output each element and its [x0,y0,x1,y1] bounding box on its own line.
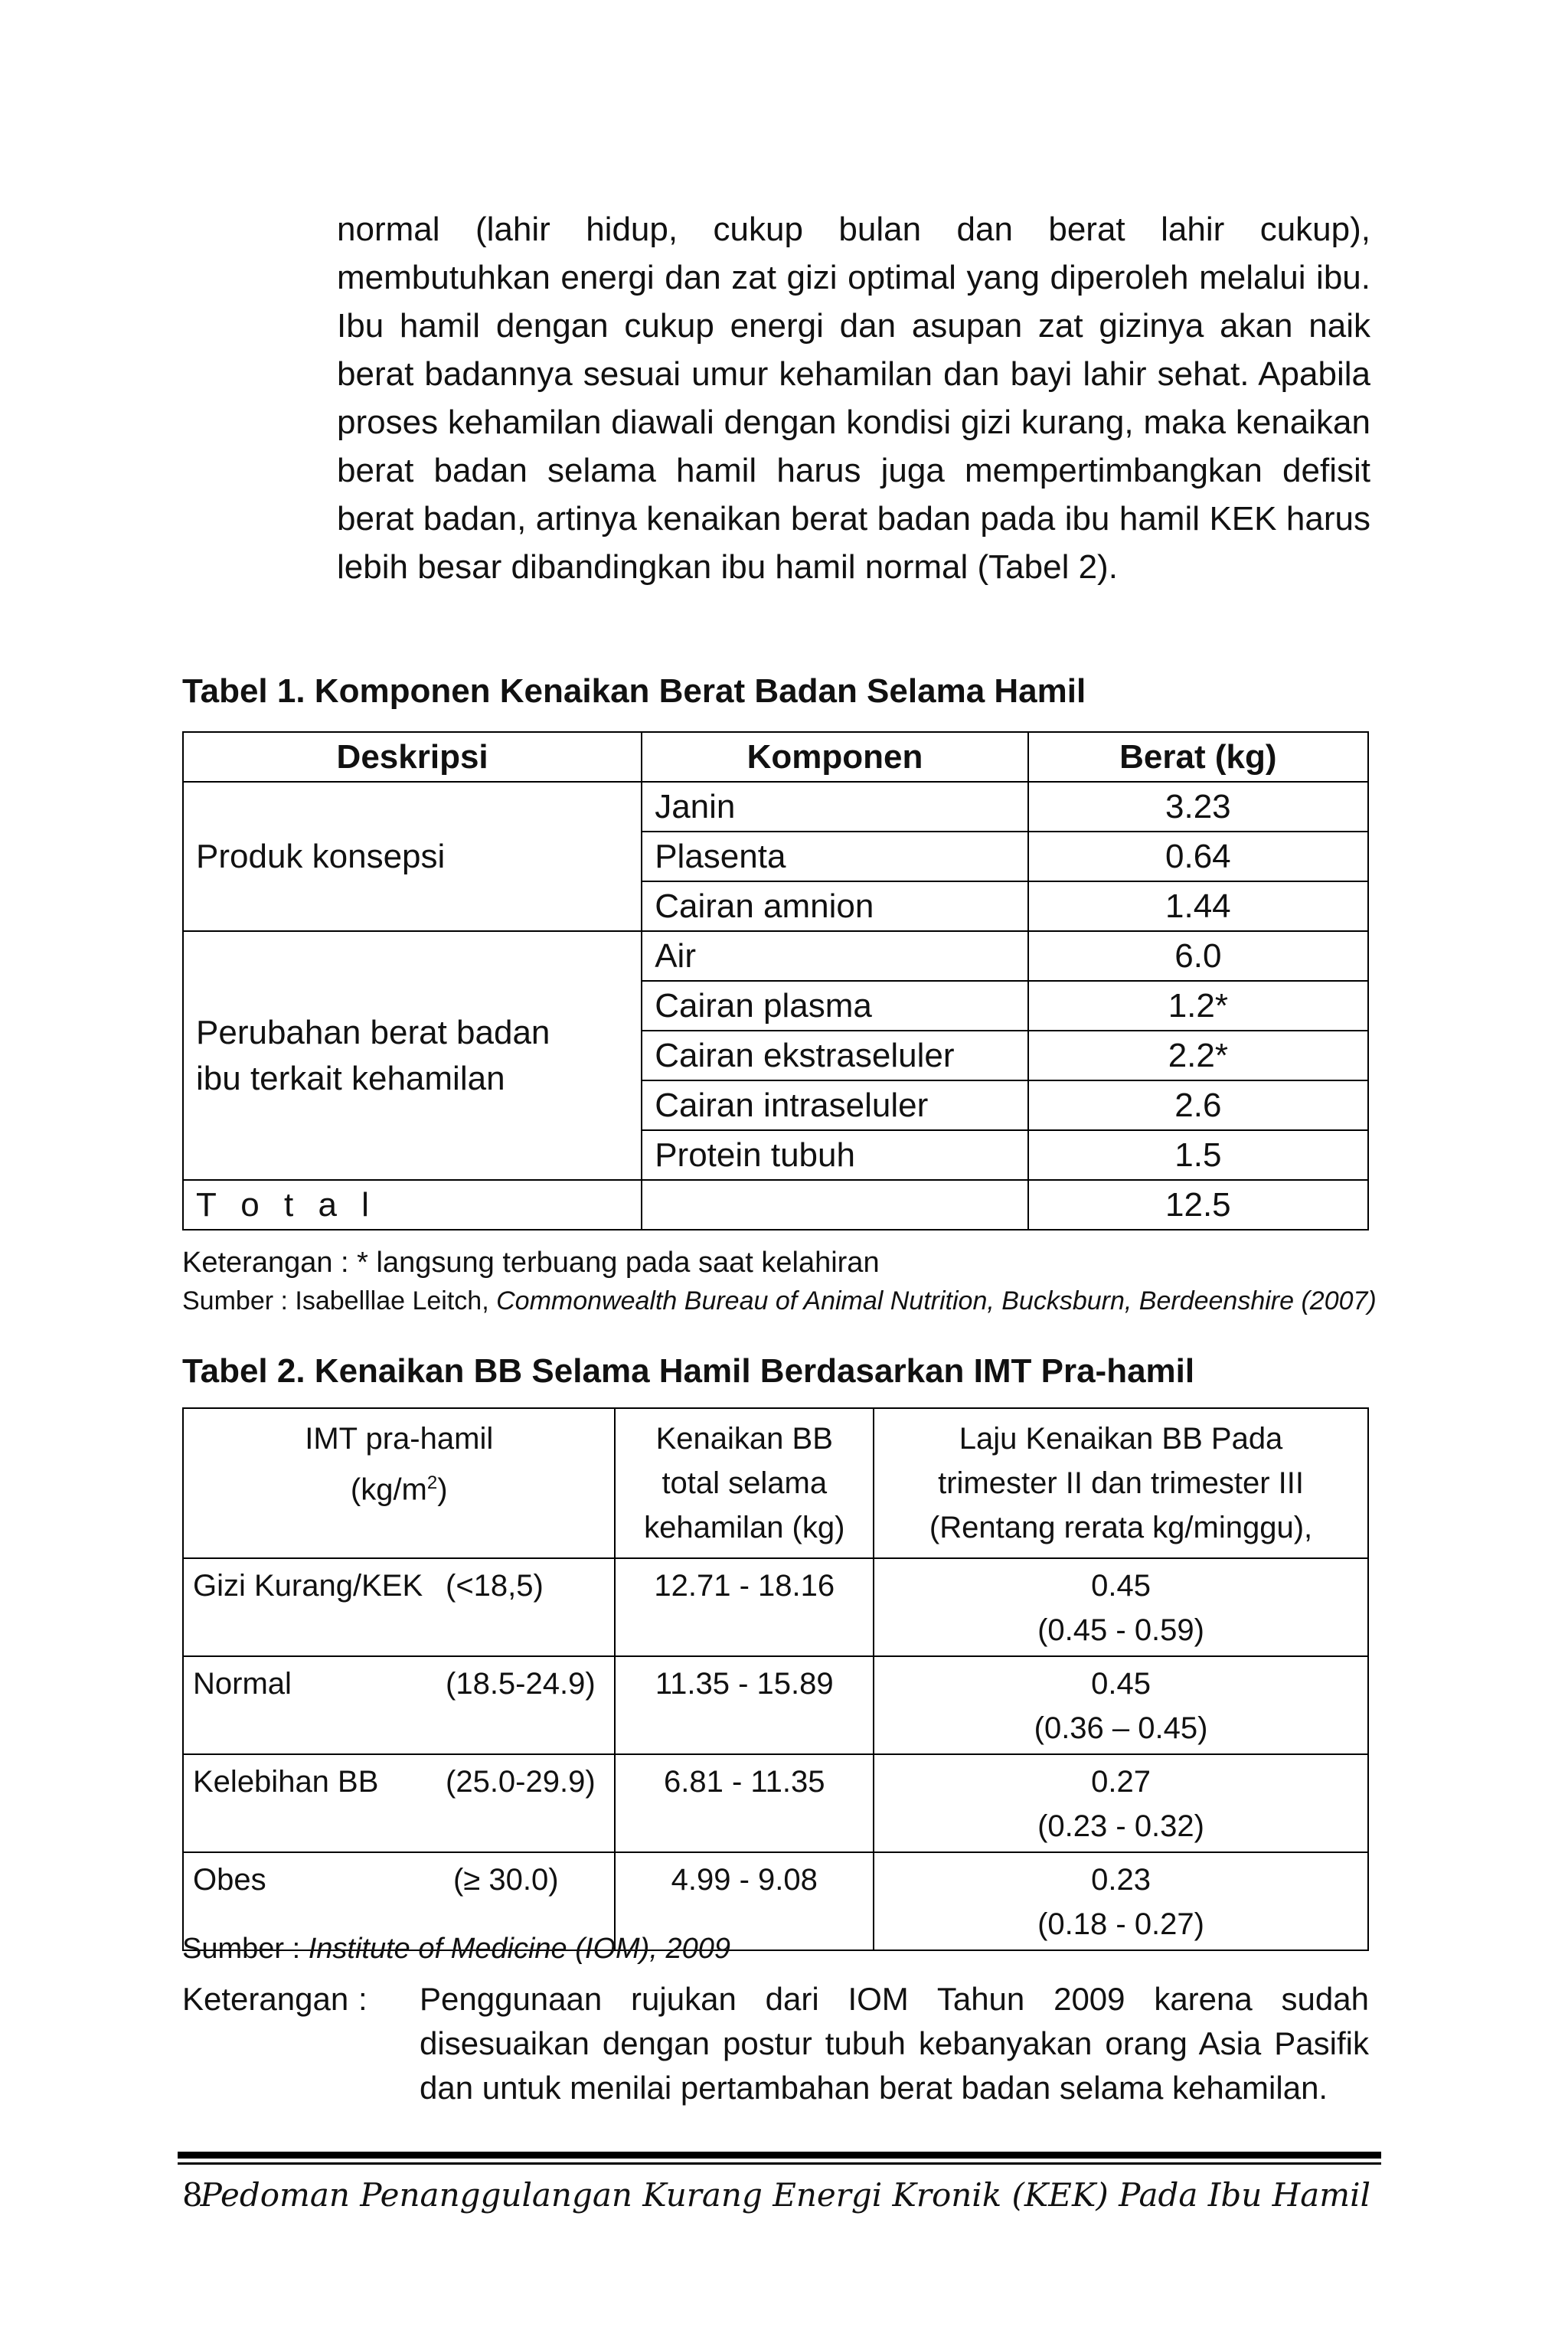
imt-category-cell [183,1656,615,1754]
rate-value: 0.23 [1091,1863,1151,1897]
group-perubahan-berat-badan [183,931,642,1180]
imt-category-cell [183,1754,615,1852]
keterangan-label: Keterangan [182,1981,349,2017]
unit-text: (kg/m [350,1472,427,1507]
group-label-line2: ibu terkait kehamilan [196,1059,505,1097]
category-name: Gizi Kurang/KEK [193,1569,423,1603]
total-label: T o t a l [183,1180,642,1230]
header-kenaikan-total [615,1408,874,1558]
header-line: trimester II dan trimester III [938,1466,1304,1500]
table1 [182,731,1369,1230]
intro-paragraph: normal (lahir hidup, cukup bulan dan berat lahir cukup), membutuhkan energi dan zat gizi optimal yang diperoleh melalui ibu. Ibu hamil dengan cukup energi dan asupan zat gizinya akan naik berat badannya sesuai umur kehamilan dan bayi lahir sehat. Apabila proses kehamilan diawali dengan kondisi gizi kurang, maka kenaikan berat badan selama hamil harus juga mempertimbangkan defisit berat badan, artinya kenaikan berat badan pada ibu hamil KEK harus lebih besar dibandingkan ibu hamil normal (Tabel 2). [337,211,1370,586]
header-line: Kenaikan BB [655,1422,833,1456]
total-gain-cell: 4.99 - 9.08 [615,1852,874,1950]
table-row [183,931,1368,981]
komponen-cell: Janin [642,782,1027,832]
total-gain-cell: 6.81 - 11.35 [615,1754,874,1852]
page-number: 8 [182,2176,203,2214]
komponen-cell: Air [642,931,1027,981]
berat-cell: 1.44 [1028,881,1368,931]
source-prefix: Sumber : [182,1933,309,1965]
category-range: (<18,5) [446,1569,544,1603]
keterangan-text: Penggunaan rujukan dari IOM Tahun 2009 karena sudah disesuaikan dengan postur tubuh kebanyakan orang Asia Pasifik dan untuk menilai pertambahan berat badan selama kehamilan. [420,1981,1369,2106]
rate-cell [874,1558,1368,1656]
berat-cell: 3.23 [1028,782,1368,832]
table-row [183,1754,1368,1852]
header-berat: Berat (kg) [1028,732,1368,782]
berat-cell: 6.0 [1028,931,1368,981]
total-gain-cell: 11.35 - 15.89 [615,1656,874,1754]
table-header-row [183,732,1368,782]
footer-rule-thick [178,2152,1381,2159]
header-line: total selama [662,1466,828,1500]
header-deskripsi: Deskripsi [183,732,642,782]
header-line: Laju Kenaikan BB Pada [959,1422,1283,1456]
table-row [183,1558,1368,1656]
rate-range: (0.45 - 0.59) [1037,1613,1204,1647]
komponen-cell: Cairan plasma [642,981,1027,1031]
rate-range: (0.18 - 0.27) [1037,1907,1204,1941]
total-value: 12.5 [1028,1180,1368,1230]
rate-range: (0.23 - 0.32) [1037,1809,1204,1843]
unit-close: ) [437,1472,448,1507]
komponen-cell: Cairan ekstraseluler [642,1031,1027,1080]
category-range: (25.0-29.9) [446,1765,596,1799]
category-range: (≥ 30.0) [453,1863,559,1897]
header-imt-unit [190,1461,608,1512]
group-label-line1: Perubahan berat badan [196,1013,550,1051]
category-name: Obes [193,1863,266,1897]
total-gain-cell: 12.71 - 18.16 [615,1558,874,1656]
imt-category-cell [183,1558,615,1656]
total-empty-cell [642,1180,1027,1230]
total-row [183,1180,1368,1230]
source-italic: Commonwealth Bureau of Animal Nutrition, Bucksburn, Berdeenshire (2007) [496,1286,1377,1315]
category-name: Kelebihan BB [193,1765,379,1799]
rate-cell [874,1754,1368,1852]
header-line: (Rentang rerata kg/minggu), [929,1511,1313,1544]
berat-cell: 0.64 [1028,832,1368,881]
rate-range: (0.36 – 0.45) [1034,1711,1208,1745]
komponen-cell: Protein tubuh [642,1130,1027,1180]
category-range: (18.5-24.9) [446,1667,596,1701]
rate-value: 0.27 [1091,1765,1151,1799]
table2-source [182,1933,730,1966]
komponen-cell: Cairan intraseluler [642,1080,1027,1130]
berat-cell: 2.2* [1028,1031,1368,1080]
group-produk-konsepsi: Produk konsepsi [183,782,642,931]
table2-title: Tabel 2. Kenaikan BB Selama Hamil Berdasarkan IMT Pra-hamil [182,1352,1195,1390]
header-line: kehamilan (kg) [644,1511,845,1544]
unit-superscript: 2 [426,1472,438,1493]
berat-cell: 1.2* [1028,981,1368,1031]
rate-value: 0.45 [1091,1569,1151,1603]
table-header-row [183,1408,1368,1558]
table-row [183,1656,1368,1754]
category-name: Normal [193,1667,292,1701]
berat-cell: 2.6 [1028,1080,1368,1130]
header-komponen: Komponen [642,732,1027,782]
rate-cell [874,1852,1368,1950]
book-title: Pedoman Penanggulangan Kurang Energi Kronik (KEK) Pada Ibu Hamil [200,2176,1370,2214]
rate-value: 0.45 [1091,1667,1151,1701]
table1-source [182,1286,1377,1316]
table2 [182,1407,1369,1951]
header-laju-kenaikan [874,1408,1368,1558]
table1-title: Tabel 1. Komponen Kenaikan Berat Badan Selama Hamil [182,672,1086,710]
berat-cell: 1.5 [1028,1130,1368,1180]
table-row [183,782,1368,832]
header-imt [183,1408,615,1558]
keterangan-block [182,1977,1369,2110]
table1-note: Keterangan : * langsung terbuang pada saat kelahiran [182,1247,880,1279]
komponen-cell: Plasenta [642,832,1027,881]
komponen-cell: Cairan amnion [642,881,1027,931]
keterangan-colon: : [358,1981,368,2017]
source-italic: Institute of Medicine (IOM), 2009 [308,1933,730,1965]
rate-cell [874,1656,1368,1754]
header-imt-line1: IMT pra-hamil [305,1422,494,1456]
footer-rule-thin [178,2162,1381,2165]
source-prefix: Sumber : Isabelllae Leitch, [182,1286,497,1315]
